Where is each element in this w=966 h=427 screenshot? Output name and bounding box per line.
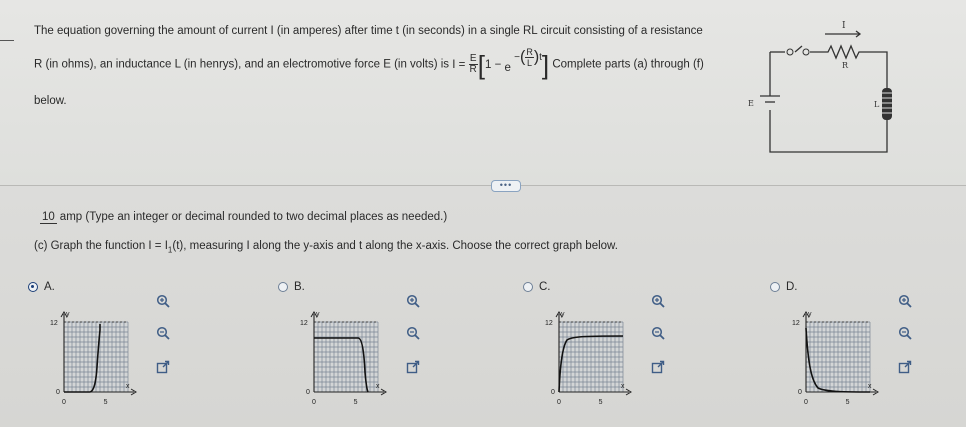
formula-one-minus: 1 − bbox=[485, 58, 502, 71]
part-b-answer bbox=[40, 211, 447, 224]
formula-exp-t: t bbox=[539, 52, 542, 64]
answer-instructions: amp (Type an integer or decimal rounded to two decimal places as needed.) bbox=[59, 211, 448, 223]
part-c-prompt bbox=[34, 240, 618, 254]
option-d[interactable] bbox=[770, 280, 966, 410]
option-label: B. bbox=[294, 281, 305, 293]
x-max-tick: 5 bbox=[103, 399, 108, 406]
problem-line-3: below. bbox=[34, 95, 67, 107]
formula-numerator-e: E bbox=[469, 53, 477, 64]
zoom-in-icon[interactable] bbox=[898, 294, 912, 308]
x-origin-tick: 0 bbox=[312, 399, 316, 406]
circuit-label-inductor: L bbox=[874, 100, 880, 109]
y-min-tick: 0 bbox=[56, 389, 60, 396]
formula-exponent-minus: − bbox=[514, 52, 520, 64]
zoom-out-icon[interactable] bbox=[406, 326, 420, 340]
option-radio[interactable] bbox=[28, 282, 38, 292]
option-radio[interactable] bbox=[523, 282, 533, 292]
y-axis-label: y bbox=[808, 311, 812, 318]
zoom-in-icon[interactable] bbox=[406, 294, 420, 308]
option-graph bbox=[286, 294, 406, 410]
option-c[interactable] bbox=[523, 280, 723, 410]
x-max-tick: 5 bbox=[598, 399, 603, 406]
open-new-window-icon[interactable] bbox=[651, 360, 665, 374]
x-axis-label: x bbox=[126, 383, 130, 390]
zoom-in-icon[interactable] bbox=[651, 294, 665, 308]
part-c-prefix: (c) Graph the function I = I bbox=[34, 240, 168, 252]
formula-paren-close: ) bbox=[533, 48, 540, 66]
option-label: D. bbox=[786, 281, 798, 293]
part-c-suffix: (t), measuring I along the y-axis and t along the x-axis. Choose the correct graph below. bbox=[172, 240, 618, 252]
x-axis-label: x bbox=[376, 383, 380, 390]
circuit-switch bbox=[795, 46, 802, 52]
resistor-icon bbox=[810, 46, 887, 88]
y-axis-label: y bbox=[561, 311, 565, 318]
y-axis-label: y bbox=[316, 311, 320, 318]
problem-line-2 bbox=[34, 47, 704, 80]
switch-terminal-right bbox=[803, 49, 809, 55]
option-radio[interactable] bbox=[278, 282, 288, 292]
x-axis-label: x bbox=[868, 383, 872, 390]
x-max-tick: 5 bbox=[845, 399, 850, 406]
switch-terminal-left bbox=[787, 49, 793, 55]
option-a[interactable] bbox=[28, 280, 228, 410]
open-new-window-icon[interactable] bbox=[898, 360, 912, 374]
x-origin-tick: 0 bbox=[804, 399, 808, 406]
circuit-label-resistor: R bbox=[842, 61, 849, 70]
option-b[interactable] bbox=[278, 280, 478, 410]
formula-denominator-r: R bbox=[469, 64, 477, 75]
y-max-tick: 12 bbox=[50, 320, 58, 327]
circuit-label-current: I bbox=[842, 21, 846, 31]
formula-e: e bbox=[504, 61, 511, 74]
zoom-out-icon[interactable] bbox=[651, 326, 665, 340]
circuit-wire-bottom bbox=[770, 110, 887, 152]
problem-line-1: The equation governing the amount of current I (in amperes) after time t (in seconds) in a single RL circuit consisting of a resistance bbox=[34, 25, 703, 37]
open-new-window-icon[interactable] bbox=[406, 360, 420, 374]
y-min-tick: 0 bbox=[551, 389, 555, 396]
option-graph bbox=[36, 294, 156, 410]
problem-line-2-prefix: R (in ohms), an inductance L (in henrys), and an electromotive force E (in volts) is bbox=[34, 58, 450, 71]
formula-r-over-l bbox=[525, 47, 534, 68]
option-label: C. bbox=[539, 281, 551, 293]
formula-bracket-close: ] bbox=[541, 49, 550, 80]
option-graph bbox=[778, 294, 898, 410]
x-origin-tick: 0 bbox=[62, 399, 66, 406]
formula-e-over-r bbox=[469, 54, 478, 75]
y-min-tick: 0 bbox=[798, 389, 802, 396]
zoom-in-icon[interactable] bbox=[156, 294, 170, 308]
circuit-label-source: E bbox=[748, 99, 754, 108]
answer-value[interactable]: 10 bbox=[42, 211, 55, 223]
section-divider bbox=[0, 185, 966, 186]
formula-exponent bbox=[514, 47, 542, 68]
y-max-tick: 12 bbox=[545, 320, 553, 327]
y-axis-label: y bbox=[66, 311, 70, 318]
problem-line-2-suffix: Complete parts (a) through (f) bbox=[552, 58, 704, 71]
y-max-tick: 12 bbox=[792, 320, 800, 327]
formula-bracket-open: [ bbox=[477, 49, 486, 80]
formula-exp-r: R bbox=[526, 47, 533, 58]
x-max-tick: 5 bbox=[353, 399, 358, 406]
x-origin-tick: 0 bbox=[557, 399, 561, 406]
open-new-window-icon[interactable] bbox=[156, 360, 170, 374]
option-graph bbox=[531, 294, 651, 410]
formula-exp-l: L bbox=[527, 58, 533, 69]
zoom-out-icon[interactable] bbox=[898, 326, 912, 340]
rl-circuit-diagram bbox=[740, 14, 910, 159]
zoom-out-icon[interactable] bbox=[156, 326, 170, 340]
margin-mark bbox=[0, 40, 14, 41]
formula-lhs: I = bbox=[452, 58, 466, 71]
y-min-tick: 0 bbox=[306, 389, 310, 396]
option-radio[interactable] bbox=[770, 282, 780, 292]
option-label: A. bbox=[44, 281, 55, 293]
part-c-subscript: 1 bbox=[167, 245, 173, 255]
formula bbox=[452, 47, 552, 80]
x-axis-label: x bbox=[621, 383, 625, 390]
expand-more-button[interactable]: ••• bbox=[491, 180, 521, 192]
formula-paren-open: ( bbox=[519, 48, 526, 66]
y-max-tick: 12 bbox=[300, 320, 308, 327]
